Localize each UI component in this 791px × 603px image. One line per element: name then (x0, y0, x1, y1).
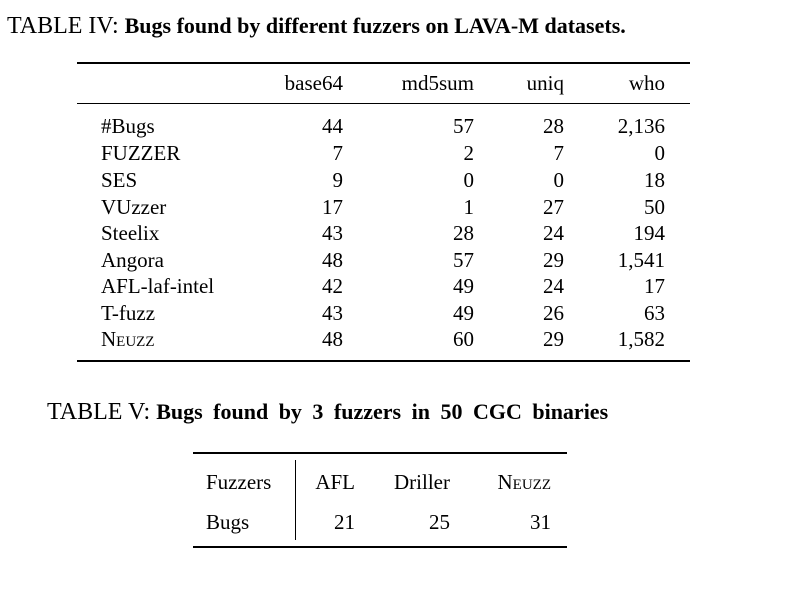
table-iv-row-name: #Bugs (101, 114, 155, 138)
table-iv-cell: 0 (553, 168, 564, 192)
table-iv-row-name: Steelix (101, 221, 160, 245)
table-iv-row-name: VUzzer (101, 195, 167, 219)
table-iv-cell: 57 (453, 114, 474, 138)
table-iv-col-header: who (628, 71, 665, 95)
table-iv-bottom-rule (77, 360, 690, 362)
table-v-bottom-rule (193, 546, 567, 548)
table-iv-cell: 17 (644, 274, 665, 298)
table-iv-cell: 194 (633, 221, 665, 245)
table-iv-cell: 42 (322, 274, 343, 298)
table-v-cell: 31 (530, 510, 551, 534)
table-iv-cell: 44 (322, 114, 343, 138)
table-iv-header-rule (77, 103, 690, 104)
table-iv-cell: 9 (332, 168, 343, 192)
table-iv-cell: 50 (644, 195, 665, 219)
table-iv-cell: 29 (543, 248, 564, 272)
table-iv-cell: 28 (453, 221, 474, 245)
table-v-title: Bugs found by 3 fuzzers in 50 CGC binaries (156, 399, 609, 424)
table-v-col-header: AFL (315, 470, 355, 494)
table-v-row-header: Bugs (206, 510, 250, 534)
table-iv-cell: 57 (453, 248, 474, 272)
table-v-label: TABLE V: (47, 399, 151, 425)
table-iv-cell: 17 (322, 195, 343, 219)
table-iv-cell: 27 (543, 195, 564, 219)
table-v-row-header: Fuzzers (206, 470, 272, 494)
table-iv-cell: 1,582 (617, 327, 665, 351)
table-iv-row-name: Angora (101, 248, 164, 272)
table-iv-cell: 63 (644, 301, 665, 325)
table-iv-row-name: FUZZER (101, 141, 181, 165)
table-iv-cell: 1 (463, 195, 474, 219)
table-iv-cell: 7 (332, 141, 343, 165)
table-v-caption (47, 398, 608, 426)
table-iv-top-rule (77, 62, 690, 64)
table-iv-row-name: AFL-laf-intel (101, 274, 215, 298)
table-iv-cell: 0 (463, 168, 474, 192)
table-iv-cell: 49 (453, 274, 474, 298)
table-iv-cell: 28 (543, 114, 564, 138)
table-iv-cell: 49 (453, 301, 474, 325)
table-iv-caption (7, 12, 626, 40)
table-iv-row-name: SES (101, 168, 138, 192)
table-v-cell: 21 (334, 510, 355, 534)
table-iv-cell: 2 (463, 141, 474, 165)
table-iv-cell: 26 (543, 301, 564, 325)
table-iv-cell: 48 (322, 327, 343, 351)
table-iv-cell: 18 (644, 168, 665, 192)
table-iv-title: Bugs found by different fuzzers on LAVA-M datasets. (124, 13, 626, 38)
table-v-cell: 25 (429, 510, 450, 534)
table-iv-col-header: uniq (526, 71, 564, 95)
table-iv-cell: 43 (322, 221, 343, 245)
table-iv-row-name: T-fuzz (101, 301, 156, 325)
table-iv-cell: 43 (322, 301, 343, 325)
table-iv-col-header: base64 (284, 71, 343, 95)
table-v-col-header: Neuzz (497, 470, 551, 494)
table-iv-cell: 29 (543, 327, 564, 351)
table-v-divider (295, 460, 296, 540)
table-iv-cell: 1,541 (617, 248, 665, 272)
table-iv-cell: 0 (654, 141, 665, 165)
table-iv-cell: 24 (543, 221, 564, 245)
table-v-col-header: Driller (394, 470, 450, 494)
table-iv-cell: 24 (543, 274, 564, 298)
table-v-top-rule (193, 452, 567, 454)
table-iv-cell: 60 (453, 327, 474, 351)
table-iv-cell: 7 (553, 141, 564, 165)
table-iv-cell: 2,136 (617, 114, 665, 138)
table-iv-label: TABLE IV: (7, 13, 119, 39)
table-iv-cell: 48 (322, 248, 343, 272)
table-iv-col-header: md5sum (401, 71, 474, 95)
table-iv-row-name: Neuzz (101, 327, 155, 351)
